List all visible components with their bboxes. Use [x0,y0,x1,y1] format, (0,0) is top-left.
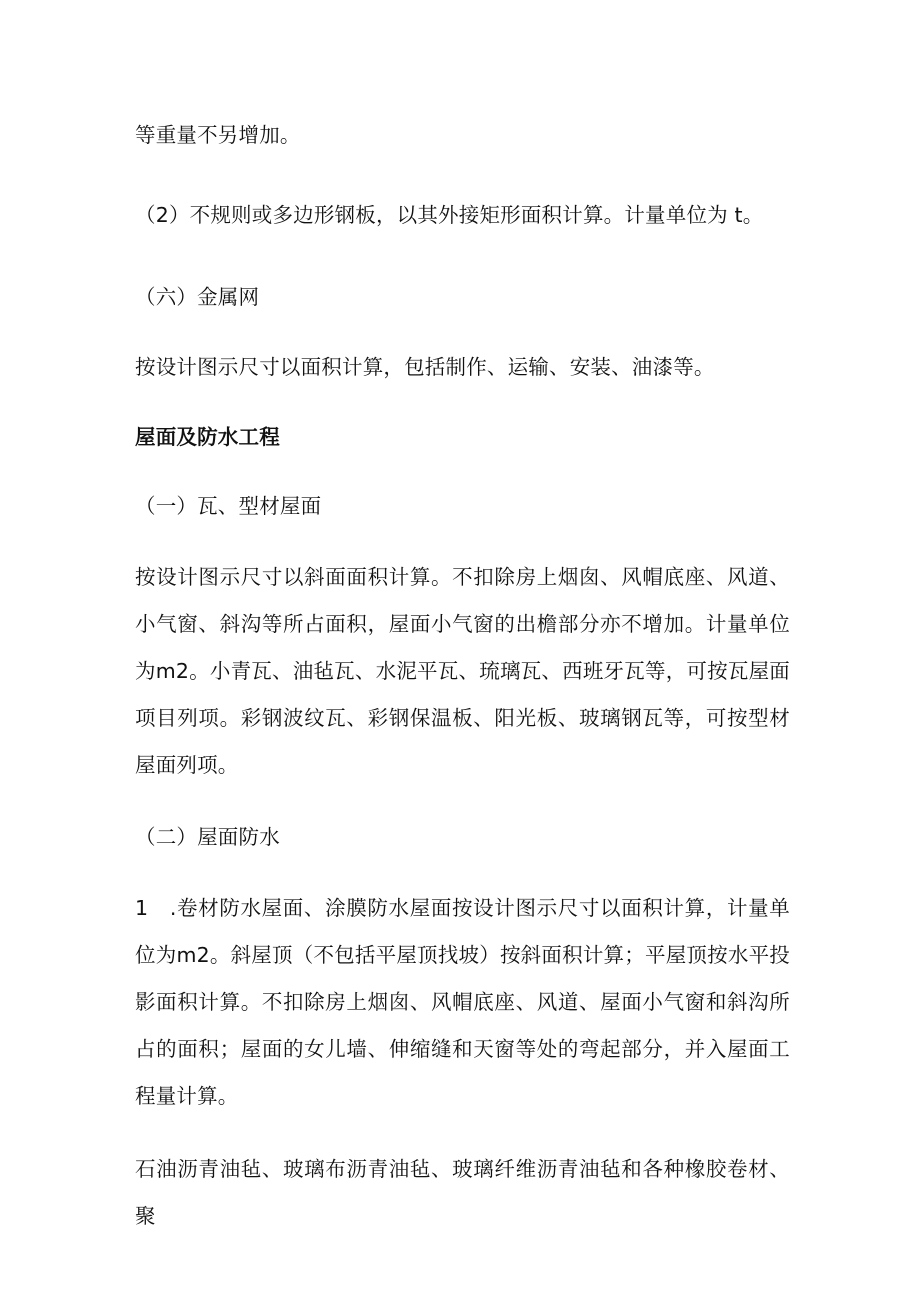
paragraph-metal-mesh: 按设计图示尺寸以面积计算，包括制作、运输、安装、油漆等。 [135,355,715,379]
section-heading-roofing: 屋面及防水工程 [135,425,280,449]
paragraph-tile-roof: 按设计图示尺寸以斜面面积计算。不扣除房上烟囱、风帽底座、风道、小气窗、斜沟等所占面积，屋面小气窗的出檐部分亦不增加。计量单位为m2。小青瓦、油毡瓦、水泥平瓦、琉璃瓦、西班牙瓦等，可按瓦屋面项目列项。彩钢波纹瓦、彩钢保温板、阳光板、玻璃钢瓦等，可按型材屋面列项。 [135,565,790,777]
subheading-tile-roof: （一）瓦、型材屋面 [135,494,322,518]
paragraph-continuation: 等重量不另增加。 [135,123,301,147]
subheading-metal-mesh: （六）金属网 [135,285,260,309]
paragraph-asphalt-felt: 石油沥青油毡、玻璃布沥青油毡、玻璃纤维沥青油毡和各种橡胶卷材、聚 [135,1157,790,1228]
subheading-roof-waterproofing: （二）屋面防水 [135,825,280,849]
paragraph-membrane-roof: 1 .卷材防水屋面、涂膜防水屋面按设计图示尺寸以面积计算，计量单位为m2。斜屋顶（不包括平屋顶找坡）按斜面积计算；平屋顶按水平投影面积计算。不扣除房上烟囱、风帽底座、风道、屋面小气窗和斜沟所占的面积；屋面的女儿墙、伸缩缝和天窗等处的弯起部分，并入屋面工程量计算。 [135,896,790,1108]
paragraph-item-2: （2）不规则或多边形钢板，以其外接矩形面积计算。计量单位为 t。 [135,203,764,227]
